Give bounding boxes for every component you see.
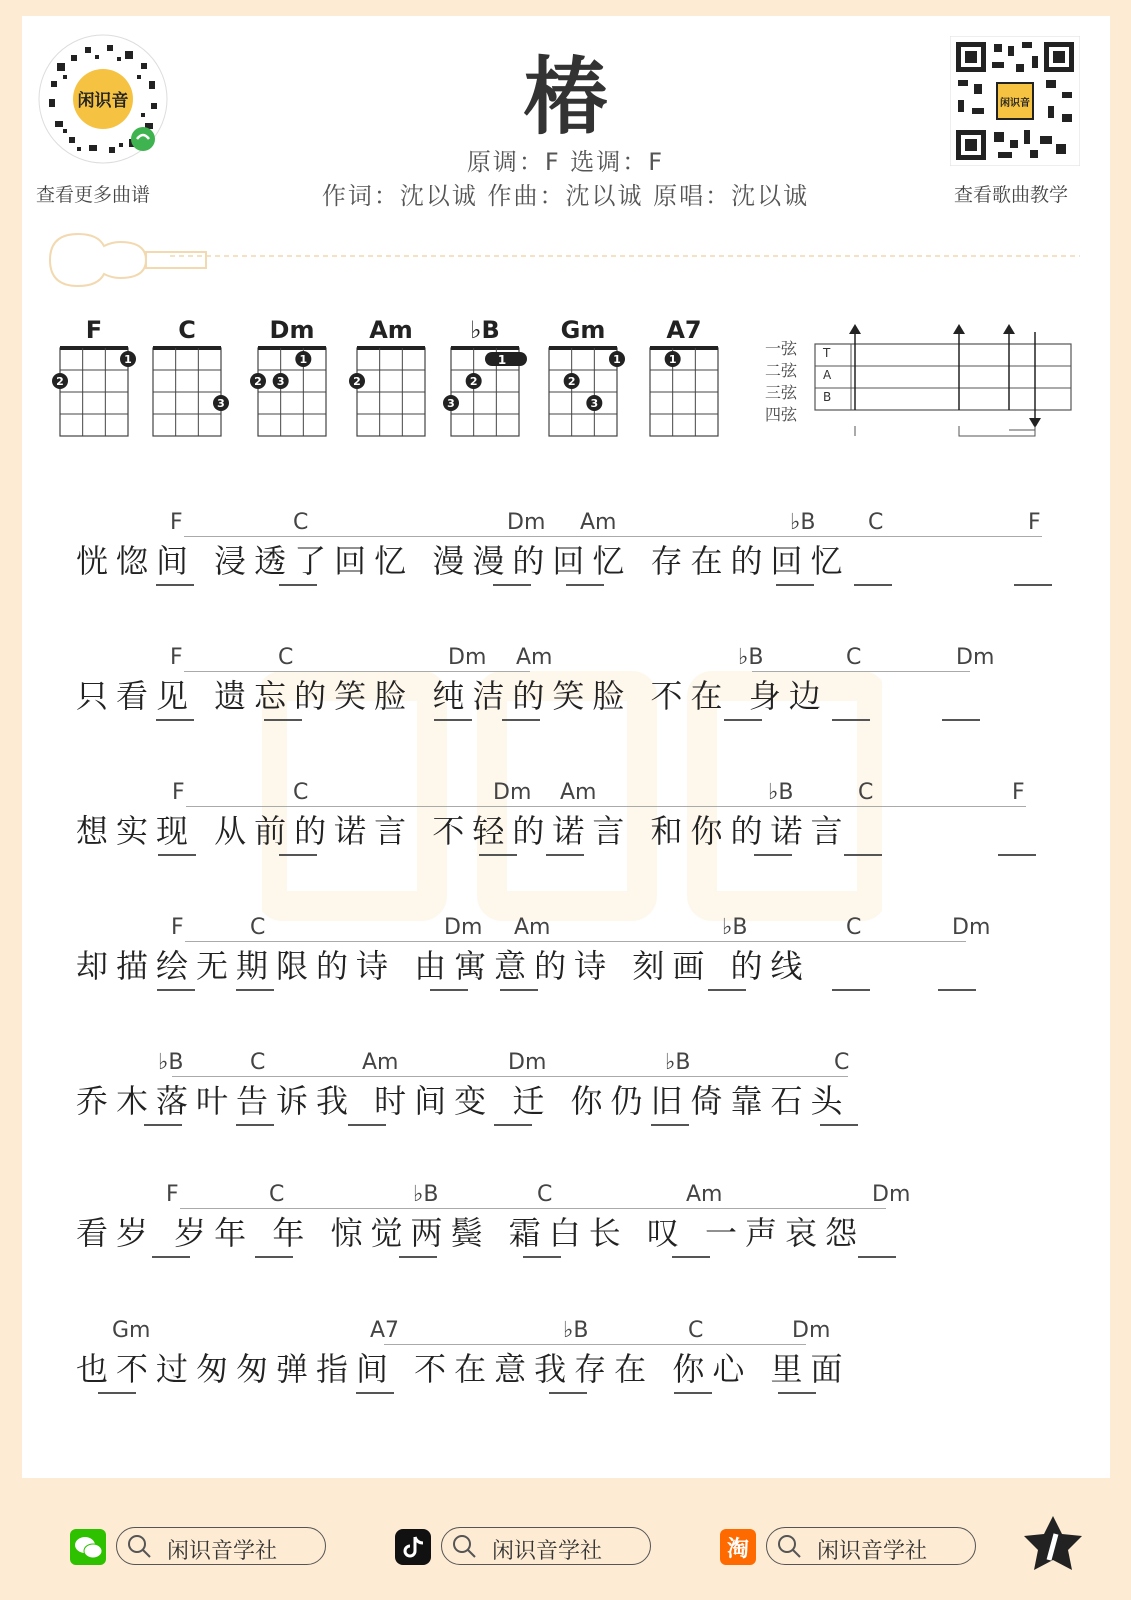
beat-underline	[157, 989, 195, 991]
ukulele-divider-icon	[40, 230, 1090, 290]
chord-name: Gm	[560, 316, 606, 344]
svg-text:闲识音: 闲识音	[77, 91, 129, 111]
chord-label: ♭B	[563, 1318, 589, 1343]
chord-name: ♭B	[470, 316, 500, 344]
beat-underline	[434, 719, 472, 721]
beat-underline	[264, 719, 302, 721]
chord-label: C	[293, 780, 309, 805]
beat-underline	[152, 1256, 190, 1258]
beat-underline	[778, 1392, 816, 1394]
chord-label: Dm	[792, 1318, 831, 1343]
chord-label: C	[250, 1050, 266, 1075]
taobao-icon	[720, 1529, 756, 1565]
lyric-line	[0, 1318, 1131, 1428]
chord-label: F	[170, 510, 183, 535]
lyric-text: 想实现 从前的诺言 不轻的诺言 和你的诺言	[76, 812, 851, 850]
wechat-icon	[70, 1529, 106, 1565]
chord-label: Dm	[507, 510, 546, 535]
chord-name: Dm	[269, 316, 315, 344]
footer-label: 闲识音学社	[817, 1539, 928, 1564]
beat-underline	[158, 854, 196, 856]
beat-underline	[156, 719, 194, 721]
strum-pattern	[765, 322, 1075, 452]
search-icon	[450, 1532, 480, 1562]
chord-name: F	[85, 316, 103, 344]
chord-label: C	[250, 915, 266, 940]
lyric-text: 乔木落叶告诉我 时间变 迁 你仍旧倚靠石头	[76, 1082, 851, 1120]
chord-diagram	[347, 346, 435, 452]
beat-underline	[500, 989, 538, 991]
beat-underline	[832, 989, 870, 991]
right-qr-caption: 查看歌曲教学	[954, 184, 1069, 206]
lyric-line	[0, 510, 1131, 620]
chord-label: Am	[580, 510, 617, 535]
beat-underline	[858, 1256, 896, 1258]
string-label-3: 三弦	[765, 383, 798, 402]
chord-label: F	[1012, 780, 1025, 805]
lyric-text: 只看见 遗忘的笑脸 纯洁的笑脸 不在 身边	[76, 677, 829, 715]
beat-underline	[236, 989, 274, 991]
chord-name: Am	[369, 316, 413, 344]
beat-underline	[832, 719, 870, 721]
svg-text:3: 3	[217, 397, 225, 410]
chord-label: A7	[370, 1318, 400, 1343]
chord-label: Dm	[508, 1050, 547, 1075]
chord-label: Dm	[952, 915, 991, 940]
chord-label: ♭B	[158, 1050, 184, 1075]
chord-label: Dm	[493, 780, 532, 805]
svg-text:1: 1	[497, 353, 507, 367]
beat-underline	[1014, 584, 1052, 586]
beat-underline	[776, 584, 814, 586]
beat-underline	[566, 584, 604, 586]
left-qr-caption: 查看更多曲谱	[36, 184, 151, 206]
chord-label: Am	[514, 915, 551, 940]
beat-underline	[942, 719, 980, 721]
chord-label: Dm	[448, 645, 487, 670]
chord-label: ♭B	[665, 1050, 691, 1075]
beat-underline	[98, 1392, 136, 1394]
svg-text:2: 2	[254, 375, 262, 388]
tab-staff	[765, 322, 1075, 452]
lyric-text: 恍惚间 浸透了回忆 漫漫的回忆 存在的回忆	[76, 542, 851, 580]
chord-label: ♭B	[768, 780, 794, 805]
svg-text:2: 2	[567, 375, 576, 388]
beat-underline	[672, 1256, 710, 1258]
beat-underline	[844, 854, 882, 856]
beat-underline	[255, 1256, 293, 1258]
beat-underline	[651, 1124, 689, 1126]
brand-star-logo-icon	[1018, 1512, 1088, 1582]
chord-label: C	[834, 1050, 850, 1075]
lyric-text: 也不过匆匆弹指间 不在意我存在 你心 里面	[76, 1350, 851, 1388]
tab-label-t: T	[823, 346, 831, 360]
beat-underline	[479, 854, 517, 856]
lyric-line	[0, 780, 1131, 890]
chord-label: C	[868, 510, 884, 535]
string-label-4: 四弦	[765, 405, 798, 424]
beat-underline	[156, 584, 194, 586]
svg-text:淘: 淘	[726, 1537, 750, 1562]
svg-text:3: 3	[590, 397, 599, 410]
chord-label: ♭B	[722, 915, 748, 940]
chord-label: C	[688, 1318, 704, 1343]
chord-label: ♭B	[738, 645, 764, 670]
tab-label-a: A	[823, 368, 832, 382]
chord-label: Dm	[872, 1182, 911, 1207]
song-title: 椿	[523, 48, 608, 146]
beat-underline	[494, 1124, 532, 1126]
chord-diagram	[640, 346, 728, 452]
chord-label: C	[278, 645, 294, 670]
svg-text:2: 2	[353, 375, 361, 388]
beat-underline	[502, 719, 540, 721]
chord-diagram	[539, 346, 627, 452]
chord-label: F	[172, 780, 185, 805]
chord-diagram	[50, 346, 138, 452]
chord-label: F	[166, 1182, 179, 1207]
key-info: 原调：F 选调：F	[466, 148, 665, 176]
chord-label: Am	[686, 1182, 723, 1207]
beat-underline	[674, 1392, 712, 1394]
svg-text:3: 3	[276, 375, 285, 388]
chord-label: Gm	[112, 1318, 151, 1343]
beat-underline	[144, 1124, 182, 1126]
beat-underline	[279, 854, 317, 856]
lyric-line	[0, 915, 1131, 1025]
beat-underline	[399, 1256, 437, 1258]
svg-text:2: 2	[56, 375, 64, 388]
lyric-text: 却描绘无期限的诗 由寓意的诗 刻画 的线	[76, 947, 811, 985]
footer-search-taobao[interactable]	[766, 1527, 976, 1565]
chord-label: C	[858, 780, 874, 805]
beat-underline	[724, 719, 762, 721]
lyric-text: 看岁 岁年 年 惊觉两鬓 霜白长 叹 一声哀怨	[76, 1214, 866, 1252]
douyin-icon	[395, 1529, 431, 1565]
string-label-1: 一弦	[765, 339, 798, 358]
svg-text:1: 1	[613, 353, 621, 366]
string-label-2: 二弦	[765, 361, 798, 380]
beat-underline	[236, 1124, 274, 1126]
svg-text:1: 1	[124, 353, 132, 366]
search-icon	[775, 1532, 805, 1562]
chord-diagram	[143, 346, 231, 452]
beat-underline	[549, 1392, 587, 1394]
chord-label: ♭B	[413, 1182, 439, 1207]
lyric-line	[0, 645, 1131, 755]
beat-underline	[279, 584, 317, 586]
svg-text:2: 2	[469, 375, 478, 388]
chord-label: C	[293, 510, 309, 535]
chord-label: C	[846, 915, 862, 940]
footer-label: 闲识音学社	[167, 1539, 278, 1564]
lyric-line	[0, 1182, 1131, 1292]
chord-label: C	[846, 645, 862, 670]
chord-name: A7	[666, 316, 702, 344]
beat-underline	[523, 1256, 561, 1258]
svg-text:闲识音: 闲识音	[1000, 98, 1030, 109]
beat-underline	[820, 1124, 858, 1126]
tab-label-b: B	[823, 390, 832, 404]
chord-diagram	[441, 346, 529, 452]
lyric-line	[0, 1050, 1131, 1160]
chord-label: C	[269, 1182, 285, 1207]
beat-underline	[854, 584, 892, 586]
chord-name: C	[178, 316, 196, 344]
chord-label: Dm	[956, 645, 995, 670]
beat-underline	[356, 1392, 394, 1394]
chord-label: F	[1028, 510, 1041, 535]
footer-search-wechat[interactable]	[116, 1527, 326, 1565]
chord-label: F	[170, 645, 183, 670]
footer-label: 闲识音学社	[492, 1539, 603, 1564]
beat-underline	[938, 989, 976, 991]
svg-text:3: 3	[447, 397, 455, 410]
beat-underline	[708, 989, 746, 991]
beat-underline	[998, 854, 1036, 856]
beat-underline	[754, 854, 792, 856]
chord-label: Am	[516, 645, 553, 670]
chord-label: Am	[362, 1050, 399, 1075]
chord-label: Dm	[444, 915, 483, 940]
chord-label: Am	[560, 780, 597, 805]
credits-info: 作词：沈以诚 作曲：沈以诚 原唱：沈以诚	[321, 182, 810, 210]
chord-label: F	[171, 915, 184, 940]
search-icon	[125, 1532, 155, 1562]
chord-diagram	[248, 346, 336, 452]
chord-label: ♭B	[790, 510, 816, 535]
beat-underline	[546, 854, 584, 856]
footer-search-douyin[interactable]	[441, 1527, 651, 1565]
svg-text:1: 1	[299, 353, 308, 366]
beat-underline	[348, 1124, 386, 1126]
beat-underline	[430, 989, 468, 991]
svg-text:1: 1	[668, 353, 677, 366]
chord-label: C	[537, 1182, 553, 1207]
beat-underline	[493, 584, 531, 586]
